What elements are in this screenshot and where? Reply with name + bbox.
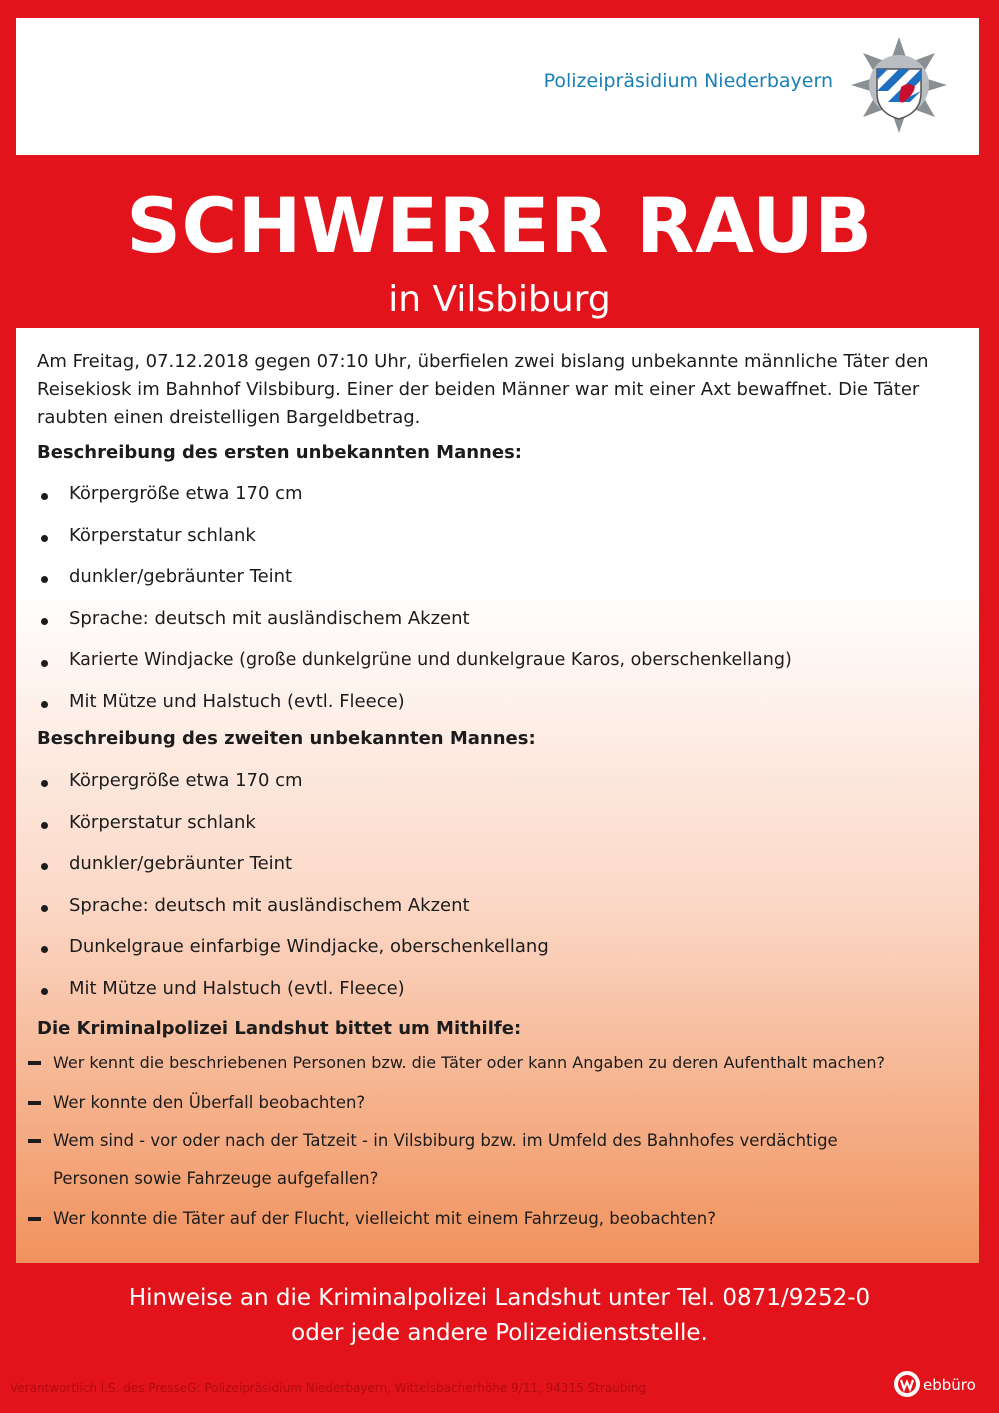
agency-name: Polizeipräsidium Niederbayern bbox=[543, 70, 833, 92]
bullet-icon bbox=[41, 701, 48, 708]
webbuero-logo-icon bbox=[893, 1368, 983, 1400]
bullet-icon bbox=[41, 946, 48, 953]
suspect1-heading: Beschreibung des ersten unbekannten Mannes: bbox=[37, 442, 522, 463]
imprint-text: Verantwortlich i.S. des PresseG: Polizeipräsidium Niederbayern, Wittelsbacherhöhe 9/11, 94315 Straubing bbox=[10, 1381, 647, 1395]
dash-icon bbox=[28, 1217, 41, 1221]
bullet-icon bbox=[41, 822, 48, 829]
logo-text: ebbüro bbox=[923, 1376, 976, 1394]
footer-line1: Hinweise an die Kriminalpolizei Landshut unter Tel. 0871/9252-0 bbox=[128, 1285, 871, 1311]
bullet-icon bbox=[41, 988, 48, 995]
content-box: Am Freitag, 07.12.2018 gegen 07:10 Uhr, überfielen zwei bislang unbekannte männliche Täter den Reisekiosk im Bahnhof Vilsbiburg. Einer der beiden Männer war mit einer Axt bewaffnet. Die Täter raubten einen dreistelligen Bargeldbetrag. Beschreibung des ersten unbekannten Mannes: Körpergröße etwa 170 cm Körperstatur schlank dunkler/gebräunter Teint Sprache: deutsch mit ausländischem Akzent Karierte Windjacke (große dunkelgrüne und dunkelgraue Karos, oberschenkellang) Mit Mütze und Halstuch (evtl. Fleece) Beschreibung des zweiten unbekannten Mannes: Körpergröße etwa 170 cm Körperstatur schlank dunkler/gebräunter Teint Sprache: deutsch mit ausländischem Akzent Dunkelgraue einfarbige Windjacke, oberschenkellang Mit Mütze und Halstuch (evtl. Fleece) Die Kriminalpolizei Landshut bittet um Mithilfe: Wer kennt die beschriebenen Personen bzw. die Täter oder kann Angaben zu deren Aufenthalt machen? Wer konnte den Überfall beobachten? Wem sind - vor oder nach der Tatzeit - in Vilsbiburg bzw. im Umfeld des Bahnhofes verdächtige Personen sowie Fahrzeuge aufgefallen? Wer konnte die Täter auf der Flucht, vielleicht mit einem Fahrzeug, beobachten? bbox=[16, 328, 979, 1263]
dash-icon bbox=[28, 1139, 41, 1143]
bullet-icon bbox=[41, 780, 48, 787]
suspect2-heading: Beschreibung des zweiten unbekannten Mannes: bbox=[37, 728, 536, 749]
bullet-icon bbox=[41, 618, 48, 625]
appeal-heading: Die Kriminalpolizei Landshut bittet um Mithilfe: bbox=[37, 1018, 522, 1039]
bullet-icon bbox=[41, 660, 48, 667]
bavarian-police-star-icon bbox=[849, 35, 949, 135]
footer-line2: oder jede andere Polizeidienststelle. bbox=[291, 1320, 708, 1346]
subheadline: in Vilsbiburg bbox=[388, 279, 611, 320]
bullet-icon bbox=[41, 535, 48, 542]
headline: SCHWERER RAUB bbox=[126, 181, 873, 270]
header-box bbox=[16, 18, 979, 155]
intro-text: Am Freitag, 07.12.2018 gegen 07:10 Uhr, überfielen zwei bislang unbekannte männliche Täter den Reisekiosk im Bahnhof Vilsbiburg. Einer der beiden Männer war mit einer Axt bewaffnet. Die Täter raubten einen dreistelligen Bargeldbetrag. bbox=[37, 351, 929, 428]
bullet-icon bbox=[41, 905, 48, 912]
bullet-icon bbox=[41, 493, 48, 500]
dash-icon bbox=[28, 1101, 41, 1105]
bullet-icon bbox=[41, 863, 48, 870]
dash-icon bbox=[28, 1061, 41, 1065]
bullet-icon bbox=[41, 576, 48, 583]
